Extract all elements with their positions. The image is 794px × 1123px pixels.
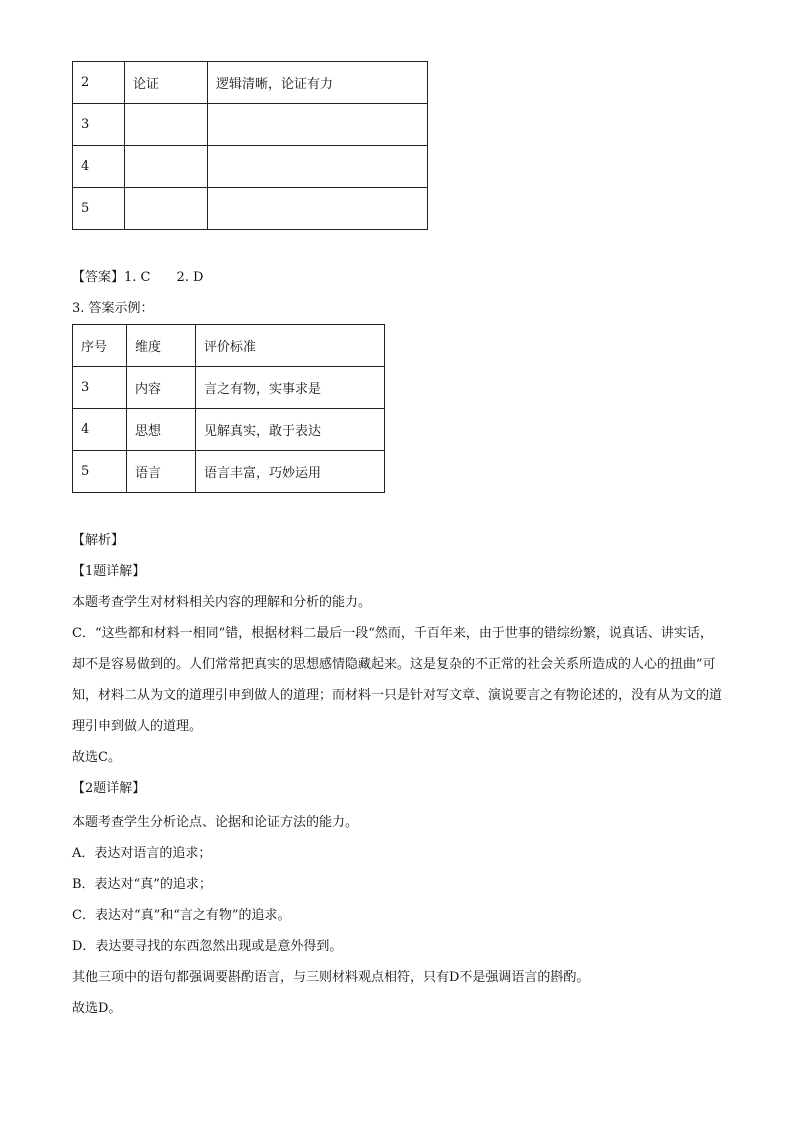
table-cell: 3 xyxy=(73,367,127,409)
table-cell: 3 xyxy=(73,104,125,146)
table-row xyxy=(73,367,385,409)
criteria-table-partial xyxy=(72,61,428,230)
answer-1: 1. C xyxy=(124,270,151,285)
table-cell xyxy=(208,146,428,188)
table-row xyxy=(73,409,385,451)
analysis-tag: 【解析】 xyxy=(72,533,125,548)
answer-2: 2. D xyxy=(176,270,204,285)
table-cell: 言之有物，实事求是 xyxy=(196,367,385,409)
table-row xyxy=(73,146,428,188)
table-cell xyxy=(125,104,208,146)
table-cell: 语言丰富，巧妙运用 xyxy=(196,451,385,493)
table-header-cell: 维度 xyxy=(127,325,196,367)
table-row xyxy=(73,188,428,230)
q2-option-c: C．表达对“真”和“言之有物”的追求。 xyxy=(72,908,291,923)
table-cell: 见解真实，敢于表达 xyxy=(196,409,385,451)
table-row xyxy=(73,62,428,104)
table-header-row xyxy=(73,325,385,367)
table-header-cell: 序号 xyxy=(73,325,127,367)
q2-title: 【2题详解】 xyxy=(72,781,146,796)
table-cell xyxy=(208,188,428,230)
answer-line xyxy=(72,268,203,288)
table-cell: 内容 xyxy=(127,367,196,409)
q2-line: 本题考查学生分析论点、论据和论证方法的能力。 xyxy=(72,815,359,830)
q2-conclusion: 故选D。 xyxy=(72,1001,122,1016)
table-cell xyxy=(125,188,208,230)
answer-tag: 【答案】 xyxy=(72,270,125,285)
q2-option-b: B．表达对“真”的追求； xyxy=(72,877,212,892)
table-header-cell: 评价标准 xyxy=(196,325,385,367)
q1-title: 【1题详解】 xyxy=(72,564,146,579)
q1-paragraph: C．“这些都和材料一相同”错，根据材料二最后一段“然而，千百年来，由于世事的错综纷繁，说真话、讲实话，却不是容易做到的。人们常常把真实的思想感情隐藏起来。这是复杂的不正常的社会关系所造成的人心的扭曲”可知，材料二从为文的道理引申到做人的道理；而材料一只是针对写文章、演说要言之有物论述的，没有从为文的道理引申到做人的道理。 xyxy=(72,626,723,734)
table-row xyxy=(73,104,428,146)
table-cell xyxy=(208,104,428,146)
table-cell: 4 xyxy=(73,409,127,451)
q1-conclusion: 故选C。 xyxy=(72,750,121,765)
table-cell xyxy=(125,146,208,188)
q2-summary: 其他三项中的语句都强调要斟酌语言，与三则材料观点相符，只有D不是强调语言的斟酌。 xyxy=(72,970,590,985)
table-cell: 5 xyxy=(73,451,127,493)
table-cell: 2 xyxy=(73,62,125,104)
table-cell: 语言 xyxy=(127,451,196,493)
table-row xyxy=(73,451,385,493)
q2-option-a: A．表达对语言的追求； xyxy=(72,846,212,861)
q1-line: 本题考查学生对材料相关内容的理解和分析的能力。 xyxy=(72,595,372,610)
table-cell: 5 xyxy=(73,188,125,230)
table-cell: 逻辑清晰，论证有力 xyxy=(208,62,428,104)
q2-option-d: D．表达要寻找的东西忽然出现或是意外得到。 xyxy=(72,939,343,954)
table-cell: 思想 xyxy=(127,409,196,451)
table-cell: 论证 xyxy=(125,62,208,104)
example-label: 3. 答案示例： xyxy=(72,301,154,316)
table-cell: 4 xyxy=(73,146,125,188)
criteria-table-example xyxy=(72,324,385,493)
